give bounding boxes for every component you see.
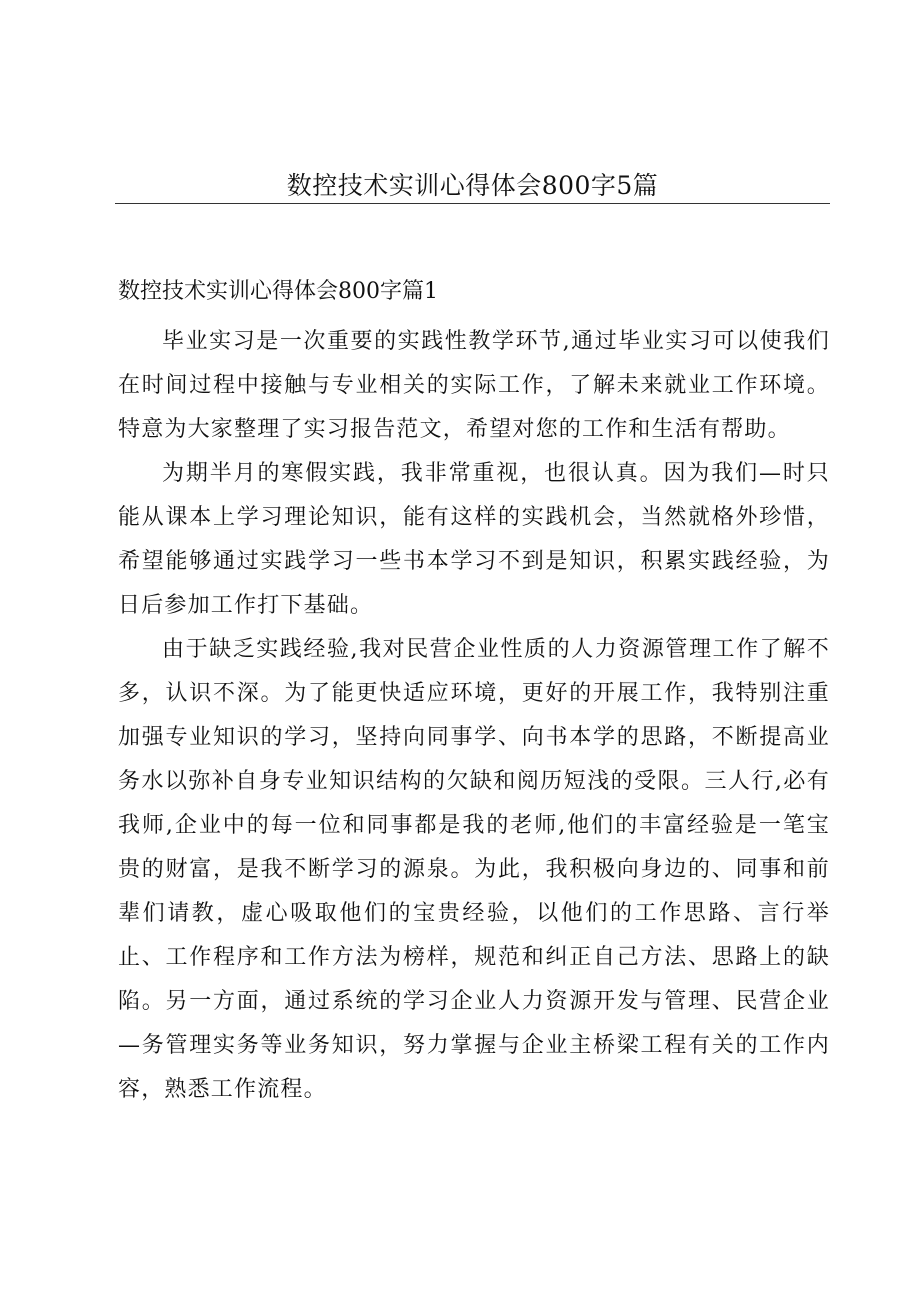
paragraph-1: 毕业实习是一次重要的实践性教学环节,通过毕业实习可以使我们在时间过程中接触与专业相关的实际工作，了解未来就业工作环境。特意为大家整理了实习报告范文，希望对您的工作和生活有帮助。 [118, 329, 830, 442]
paragraph-2: 为期半月的寒假实践，我非常重视，也很认真。因为我们—时只能从课本上学习理论知识，能有这样的实践机会，当然就格外珍惜，希望能够通过实践学习一些书本学习不到是知识，积累实践经验，为日后参加工作打下基础。 [118, 461, 830, 618]
document-title: 数控技术实训心得体会800字5篇 [286, 171, 659, 200]
body-text [118, 320, 830, 1112]
section-heading: 数控技术实训心得体会800字篇1 [118, 279, 438, 304]
paragraph-3: 由于缺乏实践经验,我对民营企业性质的人力资源管理工作了解不多，认识不深。为了能更快适应环境，更好的开展工作，我特别注重加强专业知识的学习，坚持向同事学、向书本学的思路，不断提高业务水以弥补自身专业知识结构的欠缺和阅历短浅的受限。三人行,必有我师,企业中的每一位和同事都是我的老师,他们的丰富经验是一笔宝贵的财富，是我不断学习的源泉。为此，我积极向身边的、同事和前辈们请教，虚心吸取他们的宝贵经验，以他们的工作思路、言行举止、工作程序和工作方法为榜样，规范和纠正自己方法、思路上的缺陷。另一方面，通过系统的学习企业人力资源开发与管理、民营企业—务管理实务等业务知识，努力掌握与企业主桥梁工程有关的工作内容，熟悉工作流程。 [118, 637, 830, 1102]
title-underline [115, 203, 830, 204]
